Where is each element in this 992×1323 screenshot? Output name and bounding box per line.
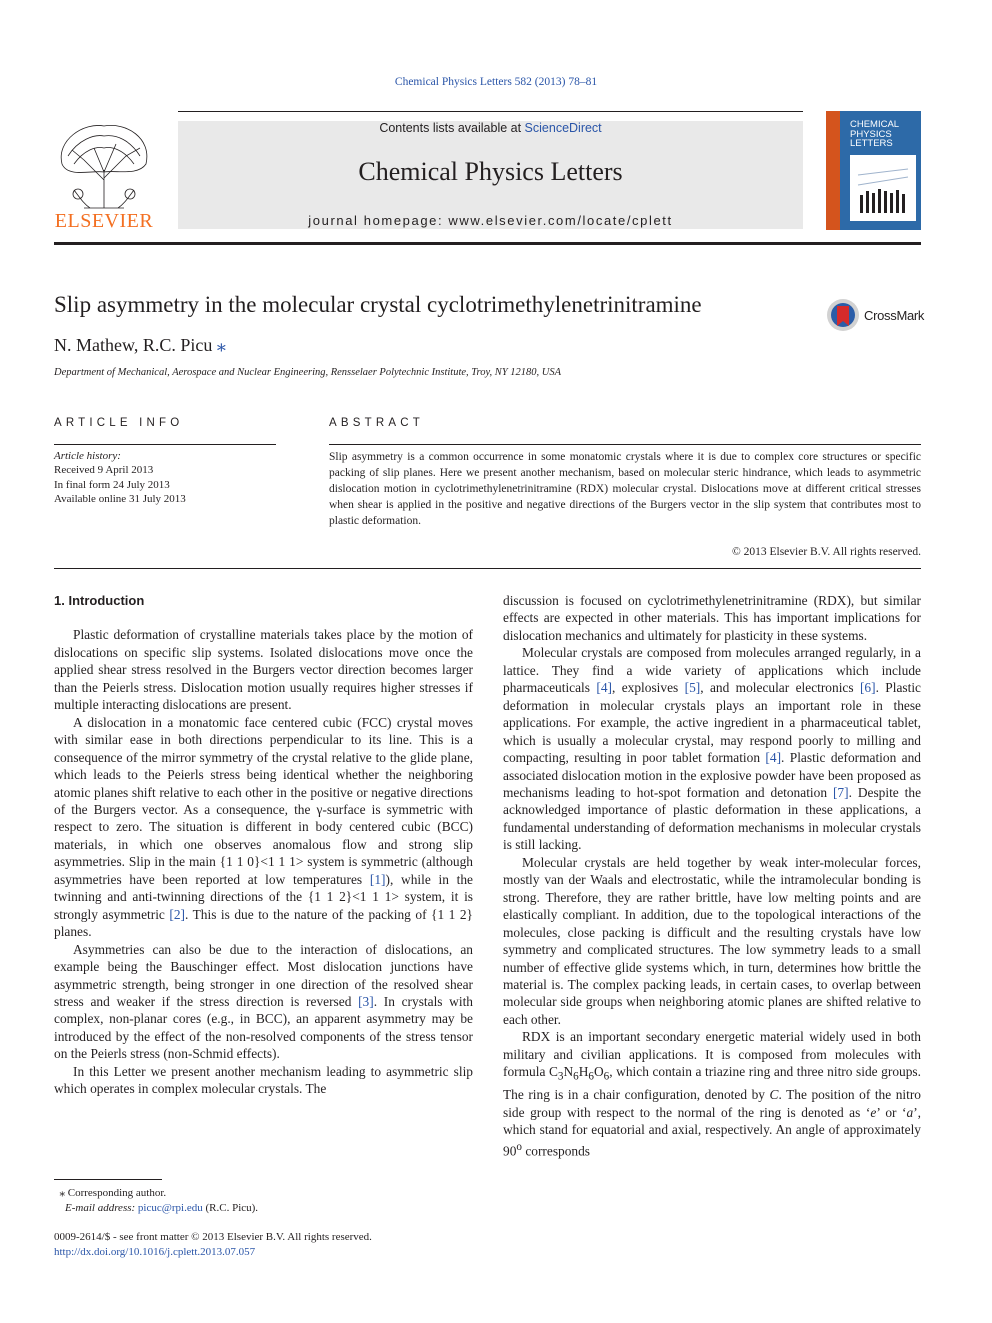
journal-banner (178, 121, 803, 229)
footnote (54, 1186, 258, 1215)
section-heading: 1. Introduction (54, 593, 145, 608)
text-run: O (593, 1064, 604, 1080)
article-title: Slip asymmetry in the molecular crystal cyclotrimethylenetrinitramine (54, 292, 702, 317)
text-run: , and molecular electronics (700, 680, 860, 696)
citation-link[interactable]: [5] (684, 680, 701, 696)
citation-link[interactable]: [6] (859, 680, 876, 696)
cover-bars-icon (850, 155, 916, 221)
cover-title (850, 120, 899, 149)
citation-link[interactable]: [3] (358, 993, 374, 1009)
footnote-rule (54, 1179, 162, 1180)
italic-run: e (870, 1104, 877, 1120)
citation-link[interactable]: [7] (832, 784, 849, 800)
text-run: corresponds (521, 1143, 591, 1159)
text-run: . Despite the acknowledged importance of plastic deformation in these applications, a fundamental understanding of deformation mechanisms in molecular crystals is still lacking. (503, 784, 922, 853)
header-top-rule (178, 111, 803, 112)
abstract-heading: ABSTRACT (329, 417, 424, 429)
citation-link[interactable]: [1] (369, 871, 386, 887)
homepage-line (178, 213, 803, 228)
italic-run: a (906, 1104, 914, 1120)
corresponding-author-mark[interactable]: ⁎ (216, 335, 226, 355)
cover-title-line: PHYSICS (850, 128, 892, 140)
history-online: Available online 31 July 2013 (54, 492, 186, 505)
email-link[interactable]: picuc@rpi.edu (137, 1201, 203, 1214)
citation-link[interactable]: [4] (765, 750, 782, 766)
crossmark-icon (826, 298, 860, 332)
paragraph (503, 1028, 921, 1159)
cover-illustration (850, 155, 916, 221)
author-list (54, 335, 226, 356)
doi-link[interactable]: http://dx.doi.org/10.1016/j.cplett.2013.07.057 (54, 1245, 256, 1258)
abstract-text: Slip asymmetry is a common occurrence in some monatomic crystals where it is due to complex core structures or specific packing of slip planes. Here we present another mechanism, based on molecular steric hindrance, which leads to asymmetric dislocation motion in cyclotrimethylenetrinitramine (RDX) molecular crystal. Dislocations move at different critical stresses when shear is applied in the positive and negative directions of the Burgers vector in the slip system that contributes most to plastic deformation. (329, 451, 921, 527)
text-run: . Plastic deformation and associated dislocation motion in the explosive powder have been proposed as mechanisms leading to hot-spot formation and detonation (503, 750, 921, 800)
body-right-column (503, 592, 921, 1160)
subscript: 6 (588, 1070, 594, 1083)
corresponding-text: Corresponding author. (67, 1187, 167, 1199)
elsevier-tree-icon (54, 120, 154, 212)
cover-title-line: LETTERS (850, 138, 893, 149)
article-history (54, 449, 186, 506)
paragraph: discussion is focused on cyclotrimethylenetrinitramine (RDX), but similar effects are expected in other materials. This has important implications for dislocation mechanics and ultimately for plasticity in these systems. (503, 593, 921, 643)
text-run: Asymmetries can also be due to the interaction of dislocations, an example being the Bauschinger effect. Most dislocation junctions have asymmetric strength, being stronger in one direction of the resolved shear stress and weaker if the stress direction is reversed (54, 941, 473, 1009)
abstract-rule (329, 444, 921, 445)
italic-run: C (769, 1087, 779, 1103)
journal-reference-link[interactable]: Chemical Physics Letters 582 (2013) 78–81 (394, 76, 598, 88)
email-suffix: (R.C. Picu). (202, 1201, 259, 1214)
subscript: 6 (603, 1070, 610, 1083)
superscript: o (516, 1140, 522, 1153)
crossmark-label: CrossMark (864, 308, 925, 323)
text-run: . The position of the nitro side group with respect to the normal of the ring is denoted as ‘ (503, 1087, 921, 1120)
journal-cover-image[interactable] (826, 111, 921, 230)
homepage-prefix: journal homepage: (308, 213, 449, 228)
text-run: , which contain a triazine ring and three nitro side groups. The ring is in a chair configuration, denoted by (503, 1064, 921, 1103)
text-run: RDX is an important secondary energetic material widely used in both military and civilian applications. It is composed from molecules with formula C (503, 1029, 921, 1080)
paragraph (503, 644, 921, 853)
authors-text: N. Mathew, R.C. Picu (54, 335, 213, 355)
affiliation: Department of Mechanical, Aerospace and Nuclear Engineering, Rensselaer Polytechnic Institute, Troy, NY 12180, USA (54, 367, 562, 378)
text-run: N (563, 1064, 574, 1080)
text-run: ’, which stand for equatorial and axial, respectively. An angle of approximately 90 (503, 1104, 921, 1159)
citation-link[interactable]: [4] (596, 680, 612, 696)
subscript: 3 (557, 1070, 564, 1083)
text-run: . This is due to the nature of the packing of {1 1 2} planes. (54, 906, 473, 940)
paragraph: In this Letter we present another mechanism leading to asymmetric slip which operates in complex molecular crystals. The (54, 1063, 473, 1097)
text-run: Molecular crystals are composed from molecules arranged regularly, in a lattice. They find a wide variety of applications which include pharmaceuticals (503, 645, 921, 696)
contents-line (178, 121, 803, 135)
sciencedirect-link[interactable]: ScienceDirect (524, 121, 602, 135)
citation-link[interactable]: [2] (169, 906, 185, 922)
paragraph (54, 941, 473, 1063)
history-final-form: In final form 24 July 2013 (54, 478, 170, 491)
text-run: , explosives (612, 680, 685, 696)
history-received: Received 9 April 2013 (54, 464, 154, 477)
abstract-copyright: © 2013 Elsevier B.V. All rights reserved. (732, 546, 921, 558)
cover-title-line: CHEMICAL (850, 119, 900, 130)
issn-line: 0009-2614/$ - see front matter © 2013 Elsevier B.V. All rights reserved. (54, 1231, 372, 1243)
paragraph: Molecular crystals are held together by weak inter-molecular forces, mostly van der Waals and electrostatic, while the intramolecular bonding is strong. Therefore, they are rather brittle, have low melting points and are elastically compliant. In addition, due to the topological interactions of the molecules, close packing is difficult and the resulting crystals have low symmetry and complicated structures. The low symmetry leads to a small number of effective glide systems which, in turn, determines how brittle the material is. The complex packing leads, in certain cases, to overlap between molecular side groups when neighboring atomic planes are shifted relative to each other. (503, 854, 921, 1027)
abstract-bottom-rule (54, 568, 921, 569)
footnote-mark: ⁎ (59, 1187, 65, 1199)
body-left-column (54, 592, 473, 1098)
paragraph (54, 714, 473, 941)
text-run: . In crystals with complex, non-planar cores (e.g., in BCC), an apparent asymmetry may be introduced by the effect of the non-resolved components of the stress tensor on the Peierls stress (non-Schmid effects). (54, 993, 473, 1062)
article-info-heading: ARTICLE INFO (54, 417, 184, 429)
elsevier-logo[interactable] (54, 120, 154, 232)
text-run: . Plastic deformation in molecular crystals plays an important role in these applications. For example, the active ingredient in a pharmaceutical tablet, which is usually a molecular crystal, may respond poorly to milling and compacting, resulting in poor tablet formation (503, 680, 922, 766)
paragraph: Plastic deformation of crystalline materials takes place by the motion of dislocations on specific slip systems. Isolated dislocations move once the applied shear stress resolved in the Burgers vector direction becomes larger than the Peierls stress. Dislocation motion usually requires higher stresses if multiple interacting dislocations are present. (54, 627, 473, 713)
cover-strip (826, 111, 840, 230)
header-bottom-rule (54, 242, 921, 245)
subscript: 6 (573, 1070, 579, 1083)
email-label: E-mail address: (65, 1201, 138, 1214)
journal-name: Chemical Physics Letters (358, 157, 623, 186)
article-info-rule (54, 444, 276, 445)
text-run: A dislocation in a monatomic face centered cubic (FCC) crystal moves with similar ease in both directions perpendicular to its line. This is a consequence of the mirror symmetry of the crystal relative to the glide plane, which leads to the Peierls stress being identical whether the neighboring atomic planes shift relative to each other in the positive or negative directions of the Burgers vector. As a consequence, the γ-surface is symmetric with respect to zero. The situation is different in body centered cubic (BCC) materials, in which one observes anomalous flow and strong slip asymmetries. Slip in the main {1 1 0}<1 1 1> system is symmetric (although asymmetries have been reported at low temperatures (54, 714, 473, 887)
publication-ids (54, 1230, 372, 1259)
email-footnote (54, 1201, 258, 1216)
contents-prefix: Contents lists available at (379, 121, 525, 135)
crossmark-badge[interactable] (826, 298, 926, 332)
text-run: H (578, 1064, 589, 1080)
homepage-link[interactable]: www.elsevier.com/locate/cplett (448, 213, 673, 228)
history-label: Article history: (54, 450, 121, 462)
text-run: ), while in the twinning and anti-twinning directions of the {1 1 2}<1 1 1> system, it is strongly asymmetric (54, 871, 474, 922)
text-run: ’ or ‘ (876, 1104, 907, 1120)
corresponding-footnote (54, 1186, 258, 1201)
elsevier-wordmark: ELSEVIER (54, 210, 154, 232)
